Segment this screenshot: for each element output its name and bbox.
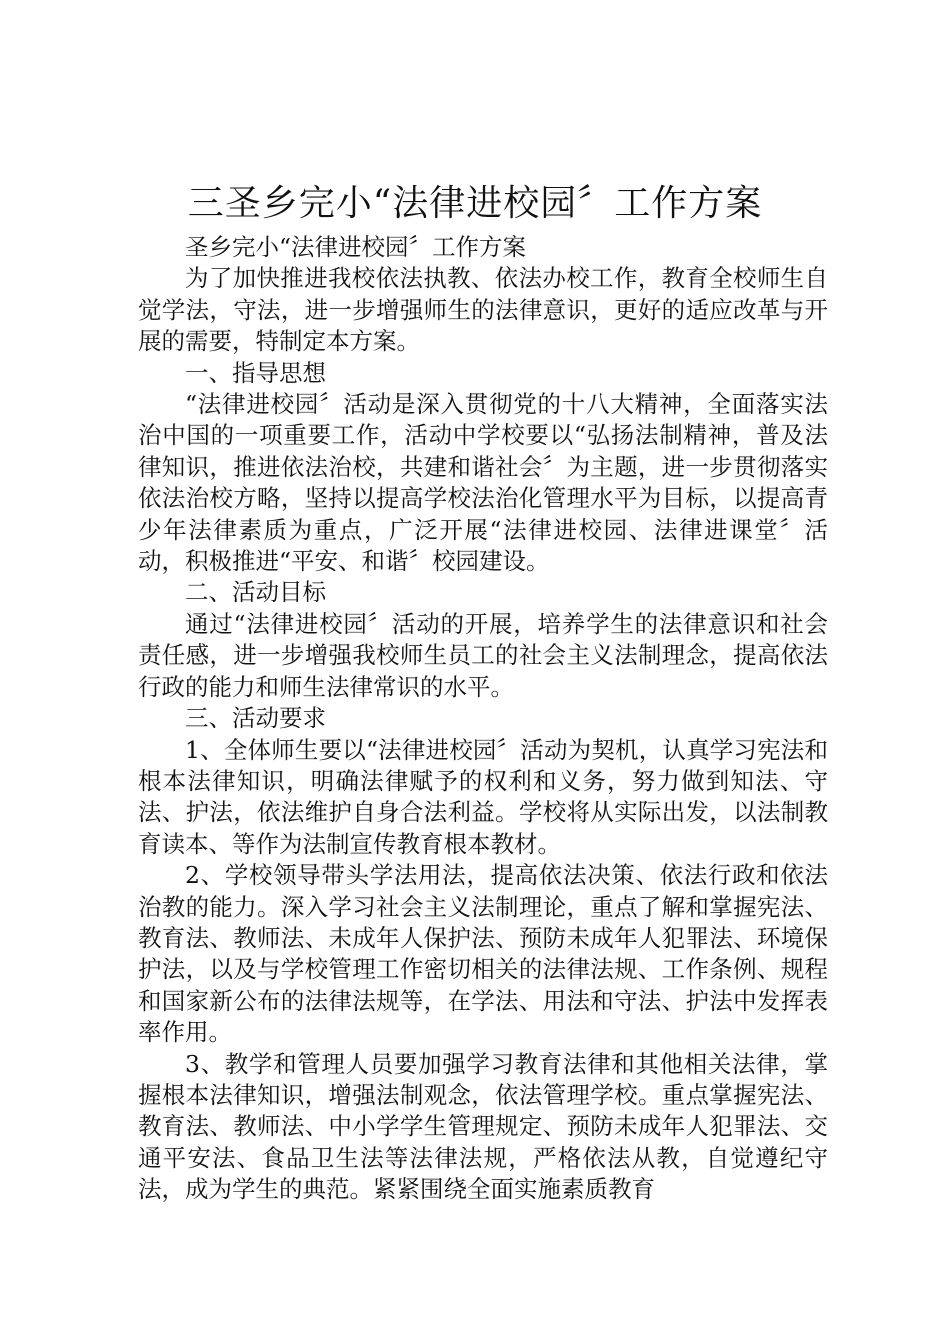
paragraph-requirement-3: 3、教学和管理人员要加强学习教育法律和其他相关法律，掌握根本法律知识，增强法制观念，依法管理学校。重点掌握宪法、教育法、教师法、中小学学生管理规定、预防未成年人犯罪法、交通平安法、食品卫生法等法律法规，严格依法从教，自觉遵纪守法，成为学生的典范。紧紧围绕全面实施素质教育 — [138, 1049, 828, 1204]
heading-guiding-thought: 一、指导思想 — [185, 358, 326, 387]
document-title: 三圣乡完小“法律进校园〞工作方案 — [187, 183, 763, 224]
paragraph-subtitle: 圣乡完小“法律进校园〞工作方案 — [185, 233, 527, 261]
paragraph-requirement-1: 1、全体师生要以“法律进校园〞活动为契机，认真学习宪法和根本法律知识，明确法律赋予的权利和义务，努力做到知法、守法、护法，依法维护自身合法利益。学校将从实际出发，以法制教育读本、等作为法制宣传教育根本教材。 — [138, 735, 828, 858]
paragraph-guiding-thought: “法律进校园〞活动是深入贯彻党的十八大精神，全面落实法治中国的一项重要工作，活动中学校要以“弘扬法制精神，普及法律知识，推进依法治校，共建和谐社会〞为主题，进一步贯彻落实依法治校方略，坚持以提高学校法治化管理水平为目标，以提高青少年法律素质为重点，广泛开展“法律进校园、法律进课堂〞活动，积极推进“平安、和谐〞校园建设。 — [138, 390, 828, 576]
paragraph-requirement-2: 2、学校领导带头学法用法，提高依法决策、依法行政和依法治教的能力。深入学习社会主义法制理论，重点了解和掌握宪法、教育法、教师法、未成年人保护法、预防未成年人犯罪法、环境保护法，以及与学校管理工作密切相关的法律法规、工作条例、规程和国家新公布的法律法规等，在学法、用法和守法、护法中发挥表率作用。 — [138, 861, 828, 1047]
heading-activity-goals: 二、活动目标 — [185, 578, 326, 607]
paragraph-activity-goals: 通过“法律进校园〞活动的开展，培养学生的法律意识和社会责任感，进一步增强我校师生员工的社会主义法制理念，提高依法行政的能力和师生法律常识的水平。 — [138, 609, 828, 701]
heading-activity-requirements: 三、活动要求 — [185, 704, 326, 733]
paragraph-intro: 为了加快推进我校依法执教、依法办校工作，教育全校师生自觉学法，守法，进一步增强师生的法律意识，更好的适应改革与开展的需要，特制定本方案。 — [138, 264, 828, 356]
document-body — [138, 232, 828, 1206]
